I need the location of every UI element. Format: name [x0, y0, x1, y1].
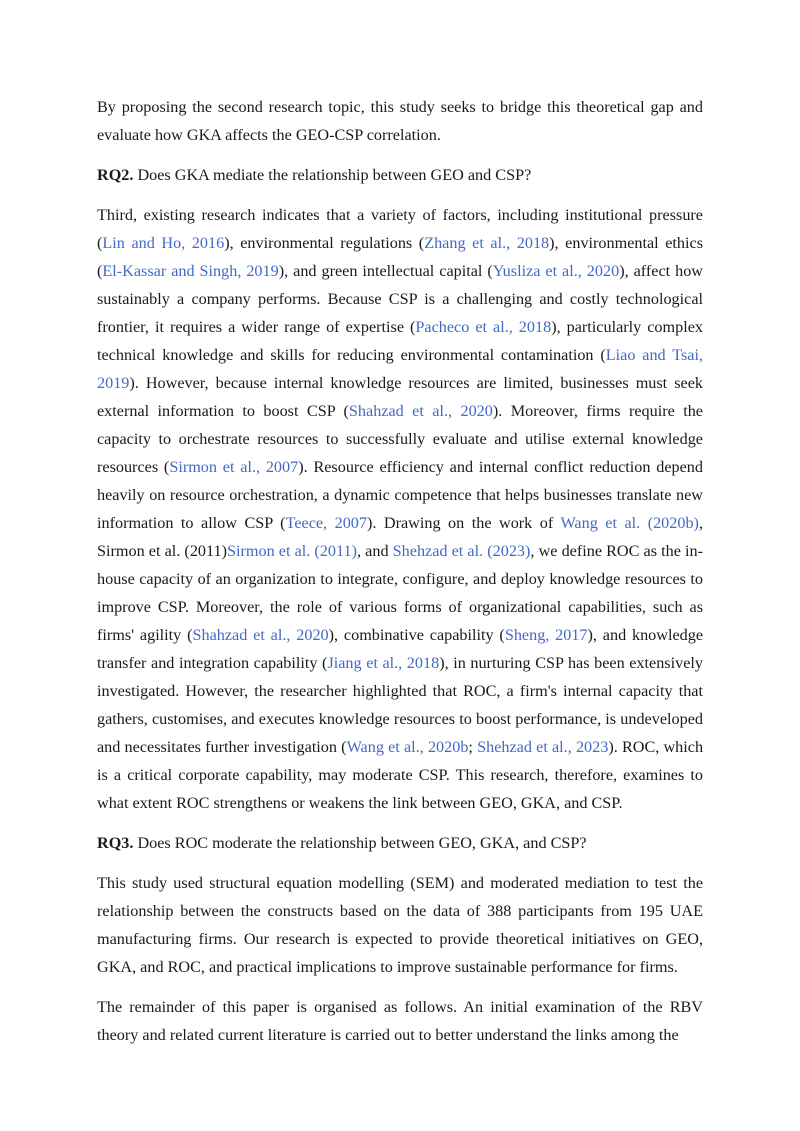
body-text: Does GKA mediate the relationship between GEO and CSP?: [133, 166, 532, 184]
body-text: By proposing the second research topic, this study seeks to bridge this theoretical gap and evaluate how GKA affects the GEO-CSP correlation.: [97, 98, 703, 144]
citation-link[interactable]: Lin and Ho, 2016: [102, 234, 225, 252]
citation-link[interactable]: Zhang et al., 2018: [424, 234, 550, 252]
research-question-label: RQ3.: [97, 834, 134, 852]
research-question-label: RQ2.: [97, 166, 134, 184]
body-text: , Sirmon et al. (2011): [97, 514, 703, 560]
body-text: ). Drawing on the work of: [366, 514, 561, 532]
citation-link[interactable]: Shehzad et al., 2023: [477, 738, 609, 756]
citation-link[interactable]: Sheng, 2017: [504, 626, 588, 644]
body-text: ), and knowledge transfer and integration capability (: [97, 626, 704, 672]
body-text: This study used structural equation modelling (SEM) and moderated mediation to test the relationship between the constructs based on the data of 388 participants from 195 UAE manufacturing firms. Our research is expected to provide theoretical initiatives on GEO, GKA, and ROC, and practical implications to improve sustainable performance for firms.: [97, 874, 703, 976]
body-text: , we define ROC as the in-house capacity of an organization to integrate, configure, and deploy knowledge resources to improve CSP. Moreover, the role of various forms of organizational capabilities, such as firms' agility (: [97, 542, 704, 644]
citation-link[interactable]: Wang et al. (2020b): [560, 514, 699, 532]
body-text: ), and green intellectual capital (: [278, 262, 493, 280]
citation-link[interactable]: Wang et al., 2020b: [346, 738, 469, 756]
body-paragraph: [97, 869, 703, 981]
research-question: [97, 829, 703, 857]
body-text: ), affect how sustainably a company performs. Because CSP is a challenging and costly technological frontier, it requires a wider range of expertise (: [97, 262, 703, 336]
body-text: ). Moreover, firms require the capacity to orchestrate resources to successfully evaluate and utilise external knowledge resources (: [97, 402, 703, 476]
citation-link[interactable]: Shehzad et al. (2023): [392, 542, 531, 560]
body-text: , and: [357, 542, 393, 560]
body-paragraph: [97, 993, 703, 1049]
body-text: ). However, because internal knowledge resources are limited, businesses must seek external information to boost CSP (: [97, 374, 703, 420]
body-paragraph: [97, 93, 703, 149]
body-text: ), environmental regulations (: [224, 234, 425, 252]
body-text: ;: [468, 738, 478, 756]
body-text: ), environmental ethics (: [97, 234, 703, 280]
body-text: Third, existing research indicates that a variety of factors, including institutional pressure (: [97, 206, 703, 252]
body-text: ). ROC, which is a critical corporate capability, may moderate CSP. This research, therefore, examines to what extent ROC strengthens or weakens the link between GEO, GKA, and CSP.: [97, 738, 704, 812]
body-text: ), in nurturing CSP has been extensively investigated. However, the researcher highlighted that ROC, a firm's internal capacity that gathers, customises, and executes knowledge resources to boost performance, is undeveloped and necessitates further investigation (: [97, 654, 703, 756]
citation-link[interactable]: Sirmon et al., 2007: [169, 458, 299, 476]
body-text: Does ROC moderate the relationship between GEO, GKA, and CSP?: [133, 834, 587, 852]
citation-link[interactable]: Shahzad et al., 2020: [192, 626, 329, 644]
body-text: ). Resource efficiency and internal conflict reduction depend heavily on resource orchestration, a dynamic competence that helps businesses translate new information to allow CSP (: [97, 458, 703, 532]
citation-link[interactable]: Yusliza et al., 2020: [492, 262, 620, 280]
body-text: ), combinative capability (: [328, 626, 505, 644]
citation-link[interactable]: Liao and Tsai, 2019: [97, 346, 703, 392]
citation-link[interactable]: Jiang et al., 2018: [327, 654, 440, 672]
citation-link[interactable]: El-Kassar and Singh, 2019: [102, 262, 279, 280]
citation-link[interactable]: Sirmon et al. (2011): [227, 542, 357, 560]
body-paragraph: [97, 201, 703, 817]
page-body: [97, 93, 703, 1061]
citation-link[interactable]: Pacheco et al., 2018: [415, 318, 552, 336]
citation-link[interactable]: Shahzad et al., 2020: [348, 402, 493, 420]
research-question: [97, 161, 703, 189]
body-text: The remainder of this paper is organised as follows. An initial examination of the RBV theory and related current literature is carried out to better understand the links among the: [97, 998, 703, 1044]
citation-link[interactable]: Teece, 2007: [285, 514, 367, 532]
body-text: ), particularly complex technical knowledge and skills for reducing environmental contamination (: [97, 318, 703, 364]
